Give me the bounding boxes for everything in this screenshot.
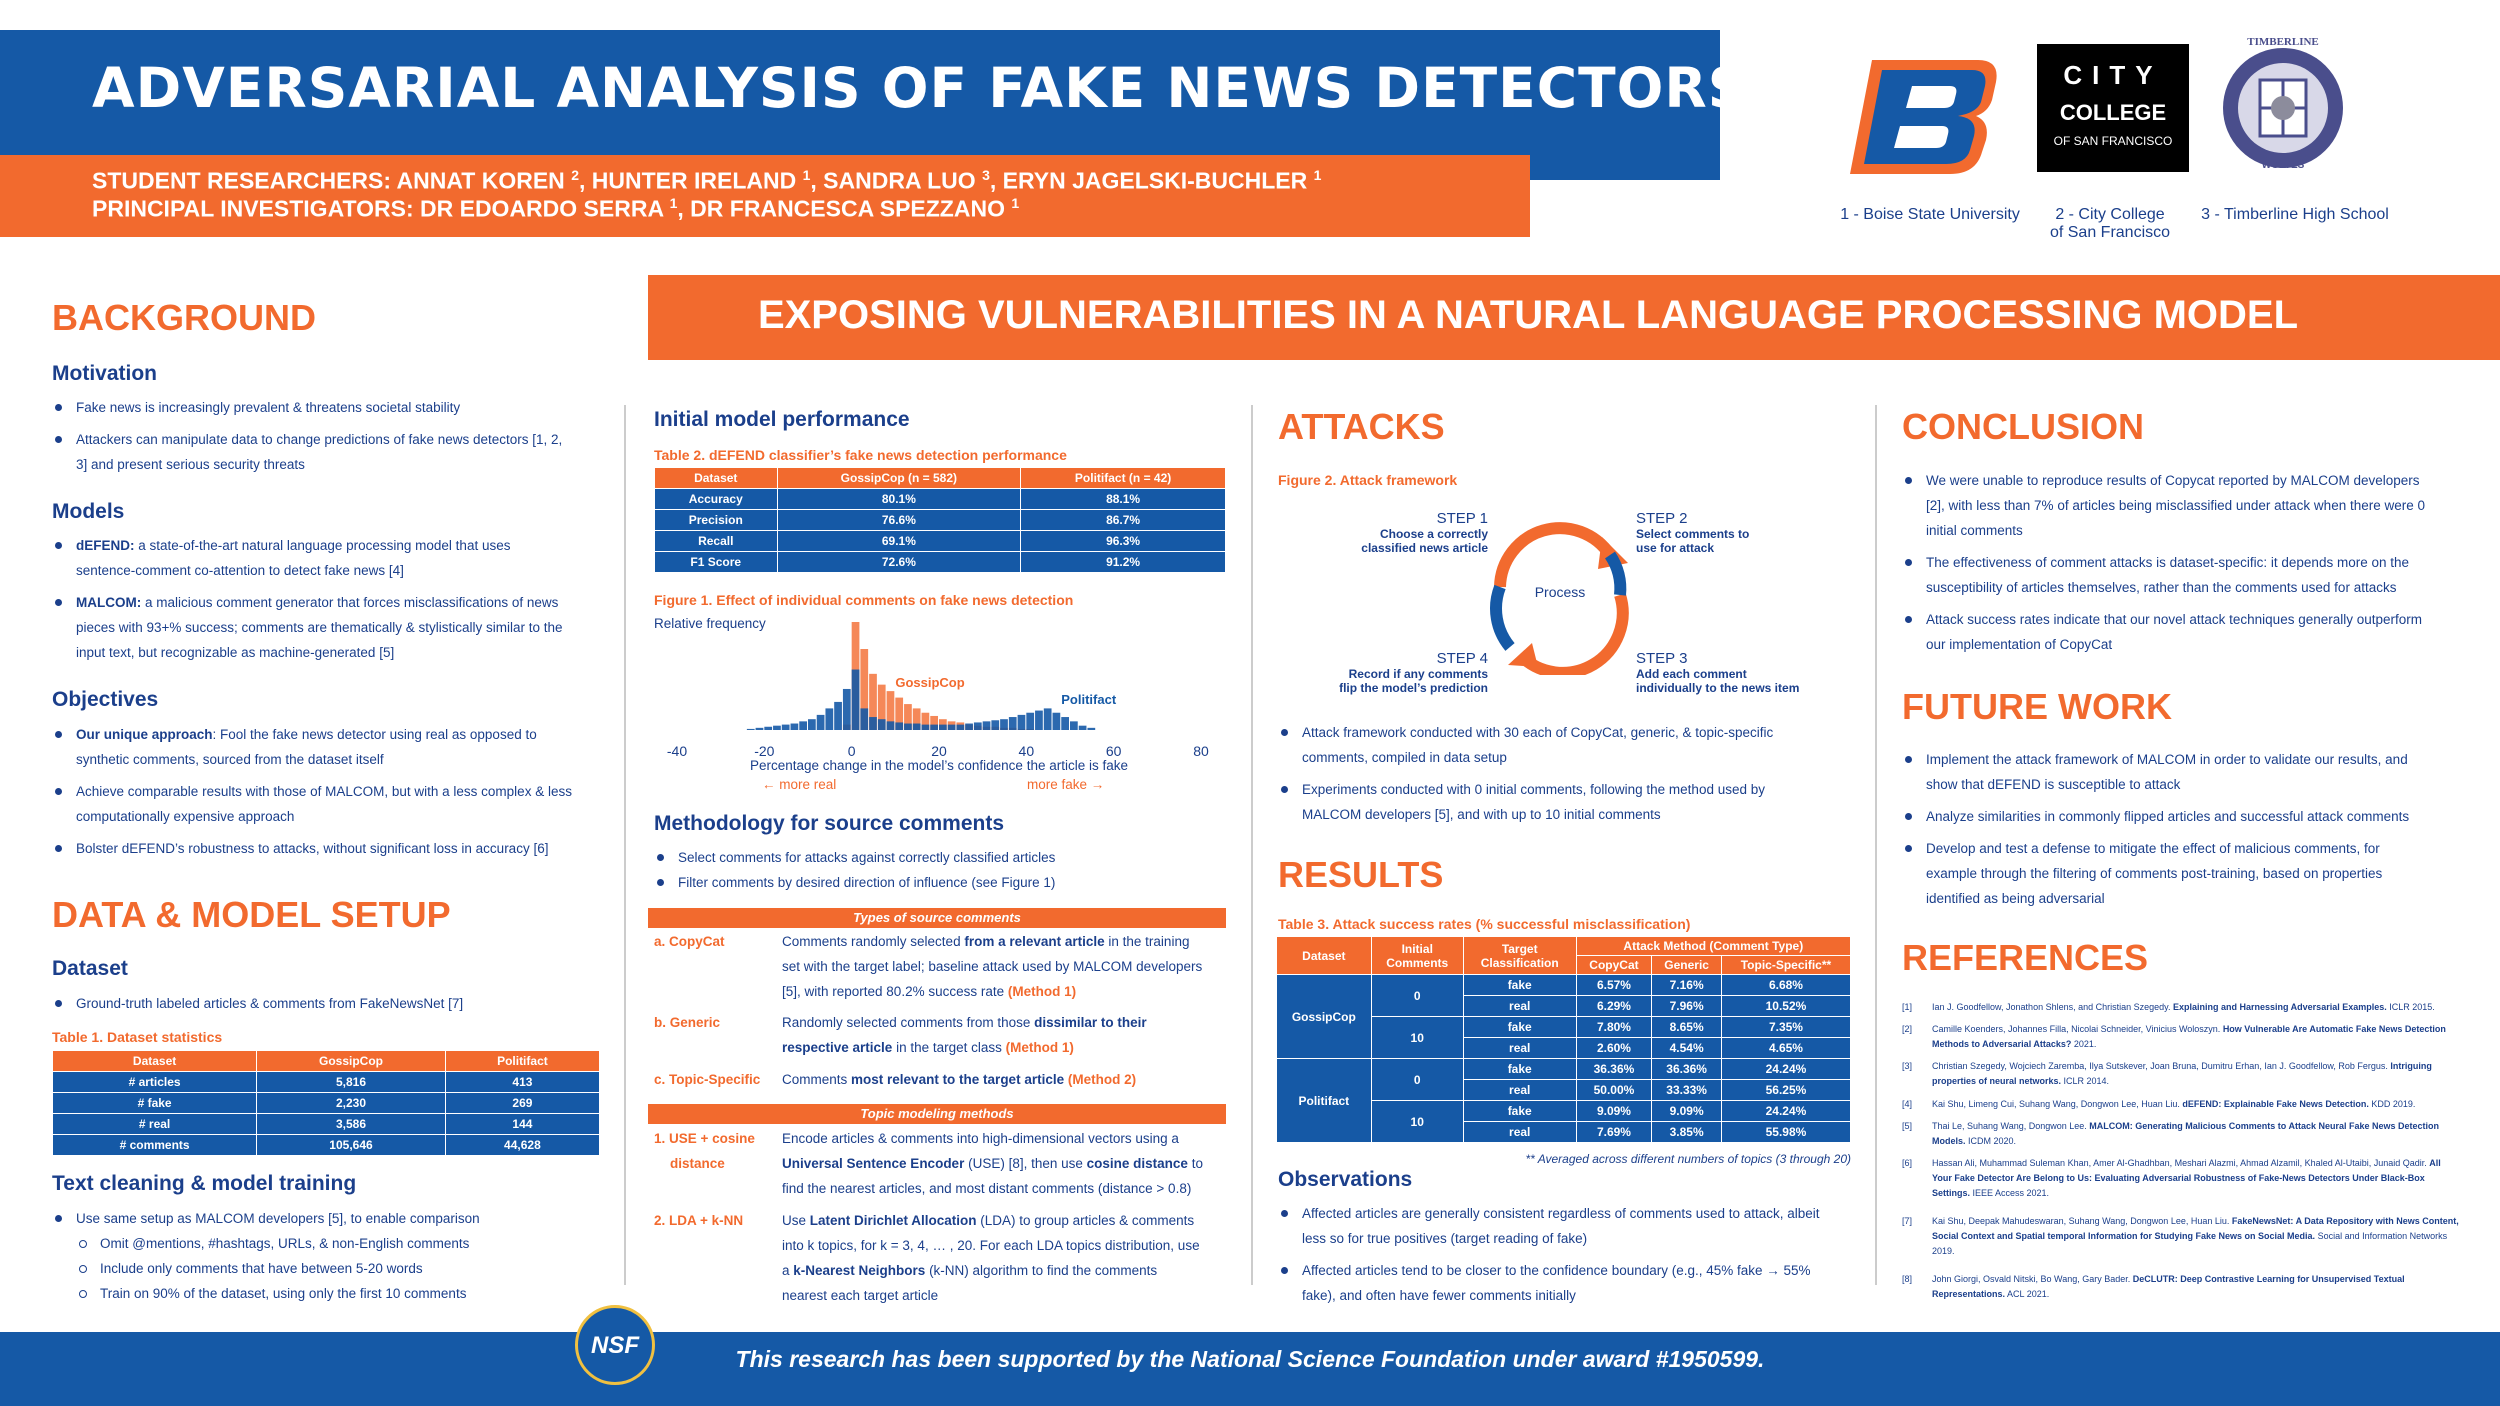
divider — [624, 405, 626, 1285]
bar-politifact — [887, 721, 895, 730]
chart-ylabel: Relative frequency — [654, 616, 766, 631]
poster-title: ADVERSARIAL ANALYSIS OF FAKE NEWS DETECTORS — [92, 56, 1749, 120]
bar-politifact — [965, 724, 973, 730]
reference-1: [1] Ian J. Goodfellow, Jonathon Shlens, and Christian Szegedy. Explaining and Harnessing Adversarial Examples. ICLR 2015. — [1902, 1002, 2435, 1012]
reference-5: [5] Thai Le, Suhang Wang, Dongwon Lee. MALCOM: Generating Malicious Comments to Attack Neural Fake News Detection Models. ICDM 2020. — [1902, 1121, 2440, 1146]
table-header: Dataset — [53, 1051, 257, 1072]
use-desc: Encode articles & comments into high-dimensional vectors using a Universal Sentence Encoder (USE) [8], then use cosine distance to find the nearest articles, and most distant comments (distance > 0.8) — [782, 1131, 1203, 1196]
x-tick-label: 0 — [847, 743, 856, 759]
list-item: MALCOM: a malicious comment generator that forces misclassifications of news pieces with 93+% success; comments are thematically & stylistically similar to the input text, but recognizable as machine-generated [5] — [52, 590, 612, 665]
bar-politifact — [1070, 721, 1078, 730]
table-row: Precision 76.6% 86.7% — [655, 510, 1226, 531]
dataset-stats-table — [52, 1050, 600, 1156]
bar-politifact — [939, 725, 947, 730]
topic-specific-desc: Comments most relevant to the target article (Method 2) — [782, 1072, 1137, 1087]
background-heading: BACKGROUND — [52, 297, 316, 338]
figure1-caption: Figure 1. Effect of individual comments on fake news detection — [654, 592, 1074, 608]
reference-2: [2] Camille Koenders, Johannes Filla, Nicolai Schneider, Vinicius Woloszyn. How Vulnerable Are Automatic Fake News Detection Methods to Adversarial Attacks? 2021. — [1902, 1024, 2446, 1049]
objectives-heading: Objectives — [52, 688, 159, 711]
list-item: Use same setup as MALCOM developers [5], to enable comparison — [52, 1206, 612, 1231]
table-row: 10 fake 7.80% 8.65% 7.35% — [1277, 1017, 1851, 1038]
table-row: Recall 69.1% 96.3% — [655, 531, 1226, 552]
bar-politifact — [1035, 711, 1043, 730]
principal-investigators: PRINCIPAL INVESTIGATORS: DR EDOARDO SERRA $^1$, DR FRANCESCA SPEZZANO $^1$ — [92, 195, 1020, 222]
list-item: Affected articles are generally consistent regardless of comments used to attack, albeit less so for true positives (target reading of fake) — [1278, 1201, 1868, 1251]
table-row: 10 fake 9.09% 9.09% 24.24% — [1277, 1101, 1851, 1122]
table-row: # fake 2,230 269 — [53, 1093, 600, 1114]
conclusion-heading: CONCLUSION — [1902, 406, 2144, 447]
table-row: real 2.60% 4.54% 4.65% — [1277, 1038, 1851, 1059]
xlabel-right: more fake → — [1027, 777, 1105, 792]
table-row: # real 3,586 144 — [53, 1114, 600, 1135]
table1-caption: Table 1. Dataset statistics — [52, 1029, 223, 1045]
divider — [1875, 405, 1877, 1285]
reference-3: [3] Christian Szegedy, Wojciech Zaremba, Ilya Sutskever, Joan Bruna, Dumitru Erhan, Ian J. Goodfellow, Rob Fergus. Intriguing properties of neural networks. ICLR 2014. — [1902, 1061, 2432, 1086]
bar-politifact — [895, 722, 903, 730]
step3: STEP 3 Add each comment individually to the news item — [1636, 650, 1800, 695]
reference-7: [7] Kai Shu, Deepak Mahudeswaran, Suhang Wang, Dongwon Lee, Huan Liu. FakeNewsNet: A Data Repository with News Content, Social Context and Spatial temporal Information for Studying Fake News on Social Media. Social and Information Networks 2019. — [1902, 1216, 2459, 1256]
bar-politifact — [843, 689, 851, 730]
bar-politifact — [869, 717, 877, 730]
banner-title: EXPOSING VULNERABILITIES IN A NATURAL LANGUAGE PROCESSING MODEL — [757, 293, 2299, 337]
table-row: Accuracy 80.1% 88.1% — [655, 489, 1226, 510]
observations-list — [1278, 1201, 1868, 1315]
table-header: Generic — [1652, 956, 1722, 975]
objectives-list — [52, 722, 612, 868]
histogram-chart — [654, 612, 1224, 762]
step4: STEP 4 Record if any comments flip the model’s prediction — [1339, 650, 1488, 695]
methodology-heading: Methodology for source comments — [654, 812, 1005, 835]
list-item: Attackers can manipulate data to change predictions of fake news detectors [1, 2, 3] and present serious security threats — [52, 427, 612, 477]
chart-xlabel: Percentage change in the model’s confidence the article is fake — [750, 758, 1128, 773]
topic-specific-label: c. Topic-Specific — [654, 1072, 761, 1087]
table-header: Politifact (n = 42) — [1021, 468, 1226, 489]
list-item: Achieve comparable results with those of MALCOM, but with a less complex & less computationally expensive approach — [52, 779, 612, 829]
bar-politifact — [791, 724, 799, 730]
list-item: The effectiveness of comment attacks is dataset-specific: it depends more on the susceptibility of articles themselves, rather than the comments used for attacks — [1902, 550, 2482, 600]
bar-politifact — [904, 724, 912, 730]
student-researchers: STUDENT RESEARCHERS: ANNAT KOREN $^2$, HUNTER IRELAND $^1$, SANDRA LUO $^3$, ERYN JAGELSKI-BUCHLER $^1$ — [92, 167, 1322, 194]
list-item: Include only comments that have between 5-20 words — [52, 1256, 612, 1281]
table-row: # comments 105,646 44,628 — [53, 1135, 600, 1156]
bar-politifact — [799, 721, 807, 730]
types-header: Types of source comments — [648, 908, 1226, 928]
observations-heading: Observations — [1278, 1168, 1413, 1191]
table-row: real 6.29% 7.96% 10.52% — [1277, 996, 1851, 1017]
bar-politifact — [808, 719, 816, 730]
conclusion-list — [1902, 468, 2482, 664]
motivation-list — [52, 395, 612, 484]
x-tick-label: -20 — [754, 743, 775, 759]
table-header: GossipCop — [257, 1051, 446, 1072]
models-list — [52, 533, 612, 672]
table-row: # articles 5,816 413 — [53, 1072, 600, 1093]
city-college-logo: CITY COLLEGE OF SAN FRANCISCO — [2037, 44, 2189, 172]
bar-politifact — [1061, 717, 1069, 730]
table-header: GossipCop (n = 582) — [777, 468, 1021, 489]
bar-politifact — [1087, 728, 1095, 730]
bar-politifact — [817, 715, 825, 730]
process-label: Process — [1534, 584, 1586, 600]
motivation-heading: Motivation — [52, 362, 157, 385]
bar-politifact — [1026, 713, 1034, 730]
bar-politifact — [1053, 713, 1061, 730]
list-item: dEFEND: a state-of-the-art natural language processing model that uses sentence-comment co-attention to detect fake news [4] — [52, 533, 612, 583]
nsf-logo: NSF — [575, 1305, 655, 1385]
table-header: CopyCat — [1576, 956, 1652, 975]
step1: STEP 1 Choose a correctly classified news article — [1361, 510, 1488, 555]
models-heading: Models — [52, 500, 125, 523]
bar-politifact — [983, 721, 991, 730]
list-item: Fake news is increasingly prevalent & threatens societal stability — [52, 395, 612, 420]
performance-table — [654, 467, 1226, 573]
x-tick-label: 60 — [1105, 743, 1122, 759]
generic-label: b. Generic — [654, 1015, 721, 1030]
list-item: Bolster dEFEND’s robustness to attacks, without significant loss in accuracy [6] — [52, 836, 612, 861]
copycat-desc: Comments randomly selected from a relevant article in the training set with the target label; baseline attack used by MALCOM developers [5], with reported 80.2% success rate (Method 1) — [782, 934, 1203, 999]
bar-politifact — [948, 725, 956, 730]
table-row: Politifact 0 fake 36.36% 36.36% 24.24% — [1277, 1059, 1851, 1080]
list-item: Our unique approach: Fool the fake news detector using real as opposed to synthetic comments, sourced from the dataset itself — [52, 722, 612, 772]
table-row: GossipCop 0 fake 6.57% 7.16% 6.68% — [1277, 975, 1851, 996]
bar-politifact — [773, 726, 781, 730]
x-tick-label: 80 — [1193, 743, 1209, 759]
bar-politifact — [1018, 715, 1026, 730]
bar-politifact — [922, 725, 930, 730]
table-row: real 7.69% 3.85% 55.98% — [1277, 1122, 1851, 1143]
table-header: Target Classification — [1463, 937, 1576, 975]
bar-politifact — [782, 725, 790, 730]
list-item: Develop and test a defense to mitigate the effect of malicious comments, for example through the filtering of comments post-training, based on properties identified as being adversarial — [1902, 836, 2482, 911]
topic-modeling-header: Topic modeling methods — [648, 1104, 1226, 1124]
bar-politifact — [956, 725, 964, 730]
table-row: F1 Score 72.6% 91.2% — [655, 552, 1226, 573]
table-header: Attack Method (Comment Type) — [1576, 937, 1850, 956]
initial-performance-heading: Initial model performance — [654, 408, 910, 431]
dataset-heading: Dataset — [52, 957, 128, 980]
timberline-logo: TIMBERLINE WOLVES — [2218, 30, 2348, 185]
funding-statement: This research has been supported by the National Science Foundation under award #1950599. — [735, 1346, 1765, 1372]
xlabel-left: ← more real — [762, 777, 837, 792]
affiliation-3: 3 - Timberline High School — [2201, 206, 2389, 223]
figure2-caption: Figure 2. Attack framework — [1278, 472, 1458, 488]
table-header: Dataset — [1277, 937, 1372, 975]
x-tick-label: 20 — [931, 743, 947, 759]
results-heading: RESULTS — [1278, 854, 1444, 895]
bar-politifact — [1044, 708, 1052, 730]
list-item: Analyze similarities in commonly flipped articles and successful attack comments — [1902, 804, 2482, 829]
list-item: We were unable to reproduce results of Copycat reported by MALCOM developers [2], with less than 7% of articles being misclassified under attack when there were 0 initial comments — [1902, 468, 2482, 543]
attacks-heading: ATTACKS — [1278, 406, 1445, 447]
bar-politifact — [747, 729, 755, 730]
bar-politifact — [834, 702, 842, 730]
references-heading: REFERENCES — [1902, 937, 2149, 978]
lda-label: 2. LDA + k-NN — [654, 1213, 744, 1228]
bar-politifact — [860, 708, 868, 730]
reference-4: [4] Kai Shu, Limeng Cui, Suhang Wang, Dongwon Lee, Huan Liu. dEFEND: Explainable Fake News Detection. KDD 2019. — [1902, 1099, 2416, 1109]
boise-state-logo — [1850, 52, 2000, 177]
list-item: Implement the attack framework of MALCOM in order to validate our results, and show that dEFEND is susceptible to attack — [1902, 747, 2482, 797]
data-setup-heading: DATA & MODEL SETUP — [52, 894, 451, 935]
methodology-list — [654, 845, 1224, 902]
bar-politifact — [913, 724, 921, 730]
list-item: Attack framework conducted with 30 each of CopyCat, generic, & topic-specific comments, compiled in data setup — [1278, 720, 1868, 770]
bar-politifact — [852, 670, 860, 730]
text-cleaning-heading: Text cleaning & model training — [52, 1172, 357, 1195]
bar-politifact — [1079, 726, 1087, 730]
table-header: Initial Comments — [1371, 937, 1463, 975]
bar-politifact — [1009, 717, 1017, 730]
results-table — [1276, 936, 1851, 1143]
bar-politifact — [930, 725, 938, 730]
generic-desc: Randomly selected comments from those dissimilar to their respective article in the target class (Method 1) — [782, 1015, 1147, 1055]
table3-caption: Table 3. Attack success rates (% successful misclassification) — [1278, 916, 1691, 932]
dataset-list — [52, 991, 612, 1023]
affiliation-2: 2 - City College of San Francisco — [2049, 206, 2171, 241]
list-item: Select comments for attacks against correctly classified articles — [654, 845, 1224, 870]
text-cleaning-list — [52, 1206, 612, 1306]
attacks-list — [1278, 720, 1868, 834]
affiliation-1: 1 - Boise State University — [1840, 206, 2020, 223]
future-work-heading: FUTURE WORK — [1902, 686, 2172, 727]
list-item: Experiments conducted with 0 initial comments, following the method used by MALCOM developers [5], and with up to 10 initial comments — [1278, 777, 1868, 827]
series-label: Politifact — [1061, 692, 1117, 707]
table-header: Dataset — [655, 468, 778, 489]
step2: STEP 2 Select comments to use for attack — [1636, 510, 1750, 555]
table2-caption: Table 2. dEFEND classifier’s fake news detection performance — [654, 447, 1067, 463]
list-item: Attack success rates indicate that our novel attack techniques generally outperform our implementation of CopyCat — [1902, 607, 2482, 657]
x-tick-label: -40 — [666, 743, 688, 759]
copycat-label: a. CopyCat — [654, 934, 725, 949]
bar-politifact — [974, 722, 982, 730]
x-tick-label: 40 — [1018, 743, 1035, 759]
table-row: real 50.00% 33.33% 56.25% — [1277, 1080, 1851, 1101]
bar-politifact — [991, 720, 999, 730]
bar-politifact — [878, 719, 886, 730]
list-item: Ground-truth labeled articles & comments from FakeNewsNet [7] — [52, 991, 612, 1016]
bar-politifact — [825, 708, 833, 730]
list-item: Filter comments by desired direction of influence (see Figure 1) — [654, 870, 1224, 895]
reference-6: [6] Hassan Ali, Muhammad Suleman Khan, Amer Al-Ghadhban, Meshari Alazmi, Ahmad Alzamil, Khaled Al-Utaibi, Junaid Qadir. All Your Fake Detector Are Belong to Us: Evaluating Adversarial Robustness of Fake-News Detectors Under Black-Box Settings. IEEE Access 2021. — [1902, 1158, 2441, 1198]
list-item: Omit @mentions, #hashtags, URLs, & non-English comments — [52, 1231, 612, 1256]
bar-politifact — [756, 728, 764, 730]
use-label: 1. USE + cosine distance — [654, 1131, 755, 1171]
bar-politifact — [1000, 719, 1008, 730]
bar-politifact — [764, 727, 772, 730]
list-item: Affected articles tend to be closer to the confidence boundary (e.g., 45% fake → 55% fake), and often have fewer comments initially — [1278, 1258, 1868, 1308]
table-header: Politifact — [445, 1051, 599, 1072]
table3-note: ** Averaged across different numbers of topics (3 through 20) — [1525, 1152, 1851, 1166]
list-item: Train on 90% of the dataset, using only the first 10 comments — [52, 1281, 612, 1306]
divider — [1251, 405, 1253, 1285]
series-label: GossipCop — [895, 675, 965, 690]
table-header: Topic-Specific** — [1721, 956, 1850, 975]
future-work-list — [1902, 747, 2482, 918]
reference-8: [8] John Giorgi, Osvald Nitski, Bo Wang, Gary Bader. DeCLUTR: Deep Contrastive Learning for Unsupervised Textual Representations. ACL 2021. — [1902, 1274, 2405, 1299]
lda-desc: Use Latent Dirichlet Allocation (LDA) to group articles & comments into k topics, for k = 3, 4, … , 20. For each LDA topics distribution, use a k-Nearest Neighbors (k-NN) algorithm to find the comments nearest each target article — [782, 1213, 1200, 1303]
